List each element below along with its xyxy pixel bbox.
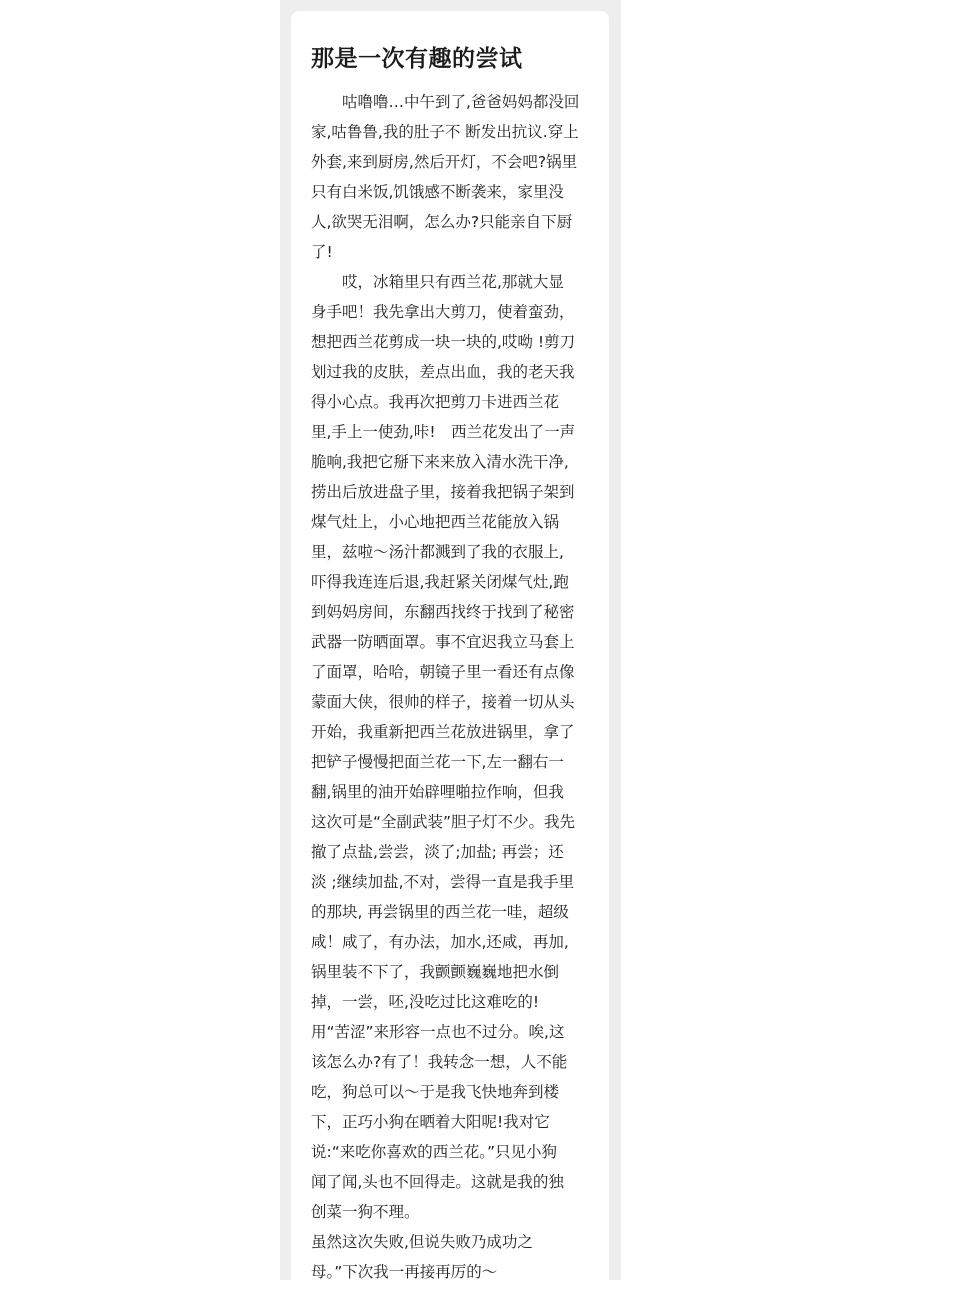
article-line: 了!	[311, 243, 333, 261]
article-line: 撤了点盐,尝尝，淡了;加盐; 再尝；还	[311, 843, 564, 861]
article-line: 用“苦涩”来形容一点也不过分。唉,这	[311, 1023, 565, 1041]
article-line: 脆响,我把它掰下来来放入清水洗干净,	[311, 453, 569, 471]
article-line: 捞出后放进盘子里，接着我把锅子架到	[311, 483, 575, 501]
article-line: 把铲子慢慢把面兰花一下,左一翻右一	[311, 753, 564, 771]
article-line: 家,咕鲁鲁,我的肚子不 断发出抗议.穿上	[311, 123, 579, 141]
article-line: 划过我的皮肤，差点出血，我的老天我	[311, 363, 575, 381]
article-line: 哎，冰箱里只有西兰花,那就大显	[342, 273, 564, 291]
article-line: 得小心点。我再次把剪刀卡进西兰花	[311, 393, 560, 411]
article-line: 锅里装不下了，我颤颤巍巍地把水倒	[311, 963, 560, 981]
article-line: 说:“来吃你喜欢的西兰花。”只见小狗	[311, 1143, 558, 1161]
article-line: 到妈妈房间，东翻西找终于找到了秘密	[311, 603, 575, 621]
article-line: 该怎么办?有了！我转念一想，人不能	[311, 1053, 568, 1071]
article-line: 人,欲哭无泪啊，怎么办?只能亲自下厨	[311, 213, 573, 231]
article-line: 武器一防晒面罩。事不宜迟我立马套上	[311, 633, 575, 651]
article-line: 外套,来到厨房,然后开灯，不会吧?锅里	[311, 153, 578, 171]
article-line: 这次可是“全副武装”胆子灯不少。我先	[311, 813, 576, 831]
page-background	[280, 0, 621, 1280]
article-line: 里,手上一使劲,咔! 西兰花发出了一声	[311, 423, 576, 441]
article-line: 的那块, 再尝锅里的西兰花一哇，超级	[311, 903, 569, 921]
article-line: 身手吧！我先拿出大剪刀，使着蛮劲，	[311, 303, 575, 321]
article-line: 蒙面大侠，很帅的样子，接着一切从头	[311, 693, 575, 711]
article-line: 翻,锅里的油开始辟哩啪拉作响，但我	[311, 783, 564, 801]
article-title: 那是一次有趣的尝试	[311, 46, 523, 72]
article-line: 只有白米饭,饥饿感不断袭来，家里没	[311, 183, 564, 201]
article-line: 开始，我重新把西兰花放进锅里，拿了	[311, 723, 575, 741]
article-line: 了面罩，哈哈，朝镜子里一看还有点像	[311, 663, 575, 681]
article-line: 吓得我连连后退,我赶紧关闭煤气灶,跑	[311, 573, 569, 591]
article-line: 下，正巧小狗在晒着大阳呢!我对它	[311, 1113, 550, 1131]
article-line: 吃，狗总可以～于是我飞快地奔到楼	[311, 1083, 560, 1101]
article-line: 创菜一狗不理。	[311, 1203, 420, 1221]
article-line: 咕噜噜…中午到了,爸爸妈妈都没回	[342, 93, 580, 111]
article-line: 里，兹啦～汤汁都溅到了我的衣服上,	[311, 543, 564, 561]
article-card	[291, 11, 609, 1311]
article-line: 母。”下次我一再接再厉的～	[311, 1263, 498, 1281]
article-line: 掉，一尝，呸,没吃过比这难吃的!	[311, 993, 540, 1011]
article-line: 想把西兰花剪成一块一块的,哎呦 !剪刀	[311, 333, 576, 351]
article-line: 闻了闻,头也不回得走。这就是我的独	[311, 1173, 564, 1191]
article-line: 咸！咸了，有办法，加水,还咸，再加,	[311, 933, 569, 951]
article-line: 煤气灶上，小心地把西兰花能放入锅	[311, 513, 560, 531]
article-line: 虽然这次失败,但说失败乃成功之	[311, 1233, 533, 1251]
article-body	[311, 87, 591, 1287]
article-line: 淡 ;继续加盐,不对，尝得一直是我手里	[311, 873, 575, 891]
